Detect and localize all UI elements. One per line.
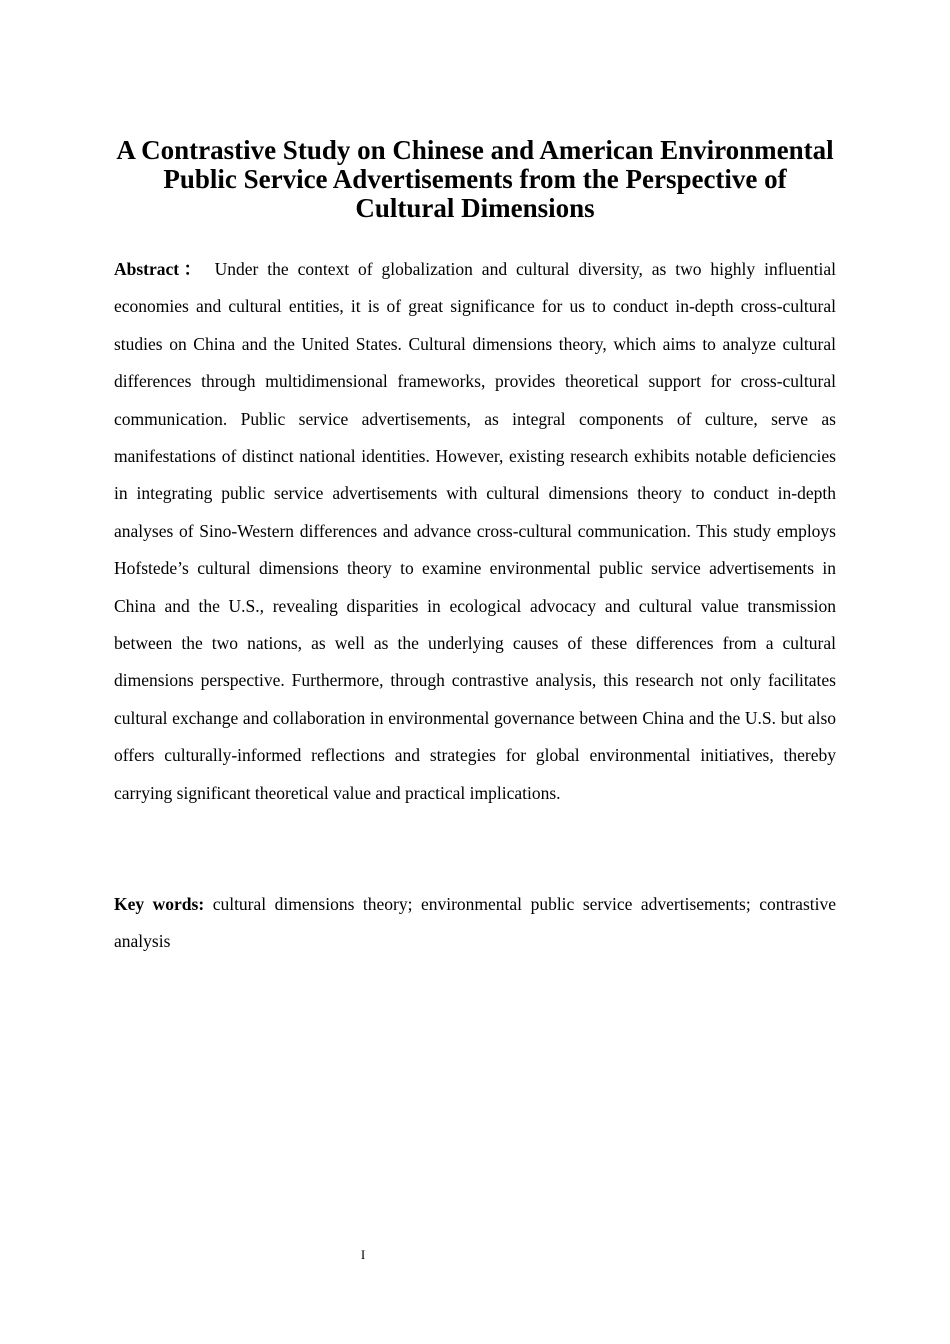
abstract-paragraph [114,251,836,812]
abstract-text: Under the context of globalization and cultural diversity, as two highly influential economies and cultural entities, it is of great significance for us to conduct in-depth cross-cultural studies on China and the United States. Cultural dimensions theory, which aims to analyze cultural differences through multidimensional frameworks, provides theoretical support for cross-cultural communication. Public service advertisements, as integral components of culture, serve as manifestations of distinct national identities. However, existing research exhibits notable deficiencies in integrating public service advertisements with cultural dimensions theory to conduct in-depth analyses of Sino-Western differences and advance cross-cultural communication. This study employs Hofstede’s cultural dimensions theory to examine environmental public service advertisements in China and the U.S., revealing disparities in ecological advocacy and cultural value transmission between the two nations, as well as the underlying causes of these differences from a cultural dimensions perspective. Furthermore, through contrastive analysis, this research not only facilitates cultural exchange and collaboration in environmental governance between China and the U.S. but also offers culturally-informed reflections and strategies for global environmental initiatives, thereby carrying significant theoretical value and practical implications. [114,259,837,803]
paper-title: A Contrastive Study on Chinese and American Environmental Public Service Advertisements from the Perspective of Cultural Dimensions [116,135,834,223]
page-number: I [360,1247,366,1262]
keywords-text: cultural dimensions theory; environmental public service advertisements; contrastive analysis [114,894,837,952]
keywords-label: Key words: [114,894,205,914]
abstract-label: Abstract： [114,259,206,279]
keywords-paragraph [114,886,836,961]
